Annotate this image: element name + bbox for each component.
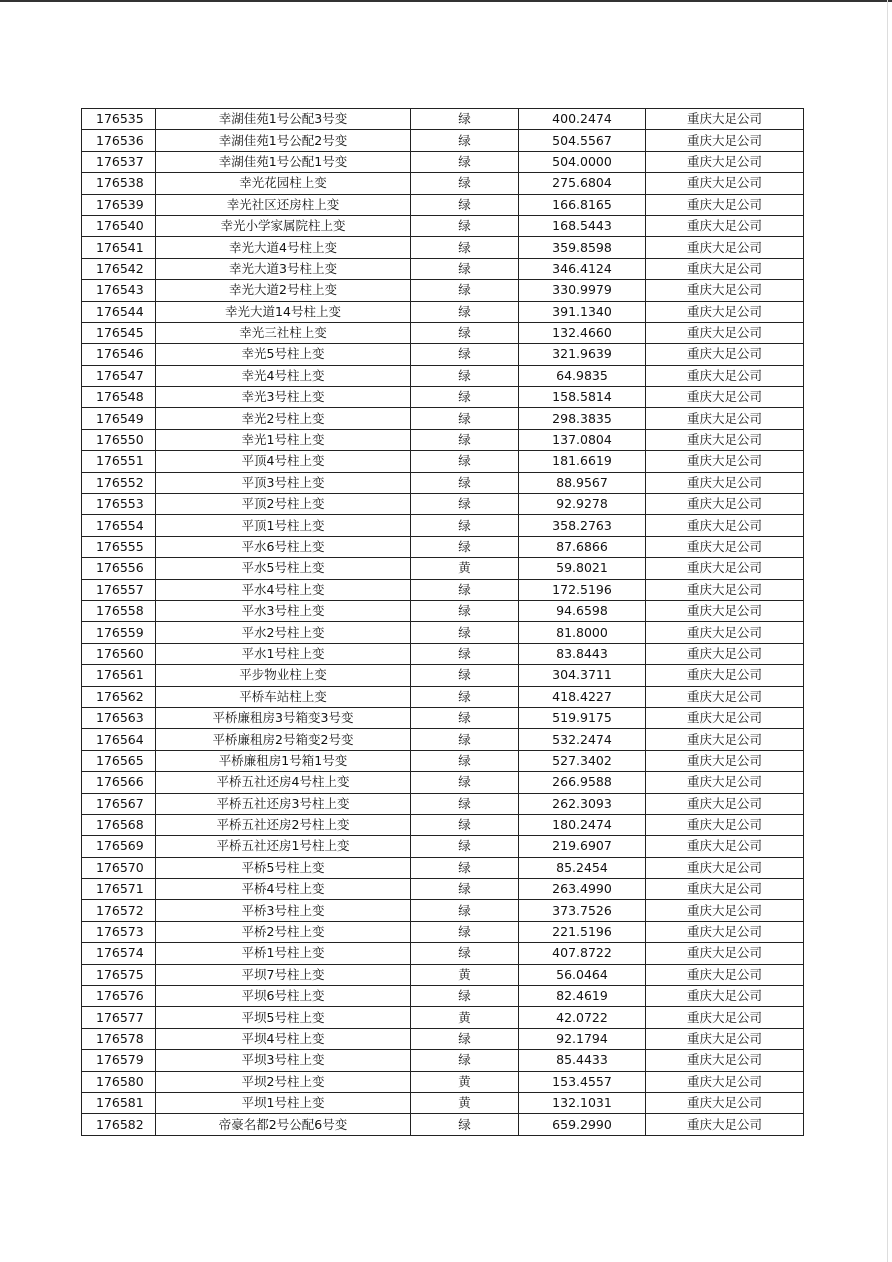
status-color-cell: 绿 [411,109,519,130]
status-color-cell: 绿 [411,814,519,835]
transformer-name-cell: 平坝6号柱上变 [156,986,411,1007]
row-id-cell: 176582 [82,1114,156,1135]
table-row [82,215,804,236]
transformer-name-cell: 平水3号柱上变 [156,600,411,621]
row-id-cell: 176572 [82,900,156,921]
row-id-cell: 176574 [82,943,156,964]
transformer-name-cell: 幸光花园柱上变 [156,173,411,194]
value-cell: 88.9567 [519,472,646,493]
table-row [82,109,804,130]
table-row [82,494,804,515]
transformer-name-cell: 平桥廉租房3号箱变3号变 [156,707,411,728]
company-cell: 重庆大足公司 [646,921,804,942]
table-row [82,579,804,600]
table-row [82,365,804,386]
company-cell: 重庆大足公司 [646,986,804,1007]
company-cell: 重庆大足公司 [646,301,804,322]
transformer-name-cell: 平桥2号柱上变 [156,921,411,942]
table-row [82,301,804,322]
company-cell: 重庆大足公司 [646,194,804,215]
status-color-cell: 绿 [411,130,519,151]
transformer-name-cell: 平水1号柱上变 [156,643,411,664]
status-color-cell: 绿 [411,643,519,664]
status-color-cell: 绿 [411,429,519,450]
company-cell: 重庆大足公司 [646,1092,804,1113]
status-color-cell: 绿 [411,408,519,429]
company-cell: 重庆大足公司 [646,536,804,557]
row-id-cell: 176570 [82,857,156,878]
value-cell: 418.4227 [519,686,646,707]
company-cell: 重庆大足公司 [646,429,804,450]
table-row [82,1007,804,1028]
status-color-cell: 绿 [411,258,519,279]
transformer-name-cell: 平桥4号柱上变 [156,879,411,900]
company-cell: 重庆大足公司 [646,836,804,857]
row-id-cell: 176545 [82,322,156,343]
company-cell: 重庆大足公司 [646,215,804,236]
table-row [82,814,804,835]
value-cell: 172.5196 [519,579,646,600]
row-id-cell: 176538 [82,173,156,194]
row-id-cell: 176553 [82,494,156,515]
row-id-cell: 176557 [82,579,156,600]
value-cell: 298.3835 [519,408,646,429]
value-cell: 181.6619 [519,451,646,472]
company-cell: 重庆大足公司 [646,814,804,835]
status-color-cell: 绿 [411,622,519,643]
page-top-border [0,0,892,2]
company-cell: 重庆大足公司 [646,173,804,194]
row-id-cell: 176547 [82,365,156,386]
table-row [82,451,804,472]
company-cell: 重庆大足公司 [646,707,804,728]
status-color-cell: 绿 [411,215,519,236]
status-color-cell: 绿 [411,1028,519,1049]
row-id-cell: 176568 [82,814,156,835]
company-cell: 重庆大足公司 [646,1028,804,1049]
transformer-name-cell: 平坝7号柱上变 [156,964,411,985]
status-color-cell: 绿 [411,943,519,964]
status-color-cell: 绿 [411,686,519,707]
table-row [82,322,804,343]
status-color-cell: 绿 [411,494,519,515]
value-cell: 132.1031 [519,1092,646,1113]
table-row [82,1092,804,1113]
table-row [82,729,804,750]
value-cell: 373.7526 [519,900,646,921]
company-cell: 重庆大足公司 [646,600,804,621]
company-cell: 重庆大足公司 [646,451,804,472]
transformer-name-cell: 平顶2号柱上变 [156,494,411,515]
value-cell: 59.8021 [519,558,646,579]
transformer-name-cell: 平坝3号柱上变 [156,1050,411,1071]
company-cell: 重庆大足公司 [646,750,804,771]
table-row [82,772,804,793]
transformer-name-cell: 幸光小学家属院柱上变 [156,215,411,236]
table-body [82,109,804,1136]
transformer-name-cell: 平顶1号柱上变 [156,515,411,536]
table-row [82,387,804,408]
status-color-cell: 黄 [411,1071,519,1092]
company-cell: 重庆大足公司 [646,151,804,172]
transformer-name-cell: 平桥五社还房1号柱上变 [156,836,411,857]
transformer-name-cell: 平桥廉租房1号箱1号变 [156,750,411,771]
row-id-cell: 176563 [82,707,156,728]
table-row [82,793,804,814]
transformer-name-cell: 幸湖佳苑1号公配3号变 [156,109,411,130]
status-color-cell: 绿 [411,280,519,301]
transformer-name-cell: 幸光大道3号柱上变 [156,258,411,279]
table-row [82,986,804,1007]
value-cell: 321.9639 [519,344,646,365]
company-cell: 重庆大足公司 [646,515,804,536]
company-cell: 重庆大足公司 [646,1050,804,1071]
row-id-cell: 176551 [82,451,156,472]
transformer-name-cell: 幸光4号柱上变 [156,365,411,386]
transformer-name-cell: 平水5号柱上变 [156,558,411,579]
transformer-name-cell: 幸光社区还房柱上变 [156,194,411,215]
status-color-cell: 绿 [411,1114,519,1135]
table-row [82,964,804,985]
company-cell: 重庆大足公司 [646,472,804,493]
status-color-cell: 绿 [411,836,519,857]
transformer-name-cell: 平步物业柱上变 [156,665,411,686]
transformer-name-cell: 平桥5号柱上变 [156,857,411,878]
table-row [82,472,804,493]
company-cell: 重庆大足公司 [646,1007,804,1028]
page-right-edge [887,0,888,1262]
status-color-cell: 绿 [411,322,519,343]
table-row [82,130,804,151]
row-id-cell: 176565 [82,750,156,771]
transformer-name-cell: 幸光5号柱上变 [156,344,411,365]
transformer-name-cell: 平水4号柱上变 [156,579,411,600]
value-cell: 275.6804 [519,173,646,194]
value-cell: 659.2990 [519,1114,646,1135]
table-row [82,879,804,900]
transformer-name-cell: 平坝5号柱上变 [156,1007,411,1028]
row-id-cell: 176564 [82,729,156,750]
company-cell: 重庆大足公司 [646,387,804,408]
company-cell: 重庆大足公司 [646,665,804,686]
table-row [82,1050,804,1071]
row-id-cell: 176580 [82,1071,156,1092]
status-color-cell: 绿 [411,1050,519,1071]
company-cell: 重庆大足公司 [646,344,804,365]
status-color-cell: 绿 [411,536,519,557]
table-row [82,750,804,771]
table-row [82,836,804,857]
row-id-cell: 176535 [82,109,156,130]
transformer-name-cell: 平桥五社还房4号柱上变 [156,772,411,793]
row-id-cell: 176571 [82,879,156,900]
table-row [82,921,804,942]
status-color-cell: 绿 [411,301,519,322]
transformer-name-cell: 幸光大道4号柱上变 [156,237,411,258]
company-cell: 重庆大足公司 [646,1114,804,1135]
company-cell: 重庆大足公司 [646,579,804,600]
value-cell: 180.2474 [519,814,646,835]
transformer-name-cell: 平顶3号柱上变 [156,472,411,493]
status-color-cell: 绿 [411,600,519,621]
value-cell: 137.0804 [519,429,646,450]
table-row [82,429,804,450]
row-id-cell: 176542 [82,258,156,279]
value-cell: 87.6866 [519,536,646,557]
company-cell: 重庆大足公司 [646,622,804,643]
status-color-cell: 绿 [411,729,519,750]
transformer-name-cell: 幸湖佳苑1号公配2号变 [156,130,411,151]
status-color-cell: 绿 [411,921,519,942]
transformer-name-cell: 帝豪名都2号公配6号变 [156,1114,411,1135]
row-id-cell: 176549 [82,408,156,429]
transformer-name-cell: 平桥3号柱上变 [156,900,411,921]
table-row [82,194,804,215]
company-cell: 重庆大足公司 [646,365,804,386]
status-color-cell: 绿 [411,515,519,536]
table-row [82,237,804,258]
table-row [82,686,804,707]
row-id-cell: 176554 [82,515,156,536]
value-cell: 42.0722 [519,1007,646,1028]
company-cell: 重庆大足公司 [646,857,804,878]
row-id-cell: 176579 [82,1050,156,1071]
row-id-cell: 176569 [82,836,156,857]
row-id-cell: 176537 [82,151,156,172]
status-color-cell: 绿 [411,857,519,878]
value-cell: 400.2474 [519,109,646,130]
status-color-cell: 绿 [411,750,519,771]
company-cell: 重庆大足公司 [646,686,804,707]
status-color-cell: 绿 [411,707,519,728]
table-row [82,408,804,429]
value-cell: 219.6907 [519,836,646,857]
transformer-name-cell: 平桥车站柱上变 [156,686,411,707]
status-color-cell: 绿 [411,173,519,194]
value-cell: 158.5814 [519,387,646,408]
status-color-cell: 黄 [411,964,519,985]
row-id-cell: 176561 [82,665,156,686]
company-cell: 重庆大足公司 [646,130,804,151]
value-cell: 504.5567 [519,130,646,151]
company-cell: 重庆大足公司 [646,964,804,985]
transformer-name-cell: 幸湖佳苑1号公配1号变 [156,151,411,172]
row-id-cell: 176540 [82,215,156,236]
value-cell: 391.1340 [519,301,646,322]
row-id-cell: 176575 [82,964,156,985]
transformer-name-cell: 平水6号柱上变 [156,536,411,557]
transformer-name-cell: 平桥廉租房2号箱变2号变 [156,729,411,750]
row-id-cell: 176566 [82,772,156,793]
row-id-cell: 176577 [82,1007,156,1028]
status-color-cell: 绿 [411,879,519,900]
row-id-cell: 176548 [82,387,156,408]
value-cell: 85.2454 [519,857,646,878]
transformer-name-cell: 幸光2号柱上变 [156,408,411,429]
transformer-name-cell: 幸光大道2号柱上变 [156,280,411,301]
table-row [82,173,804,194]
transformer-name-cell: 幸光1号柱上变 [156,429,411,450]
table-row [82,665,804,686]
transformer-name-cell: 幸光3号柱上变 [156,387,411,408]
table-row [82,280,804,301]
company-cell: 重庆大足公司 [646,237,804,258]
row-id-cell: 176576 [82,986,156,1007]
company-cell: 重庆大足公司 [646,322,804,343]
table-row [82,344,804,365]
company-cell: 重庆大足公司 [646,643,804,664]
transformer-name-cell: 平桥五社还房3号柱上变 [156,793,411,814]
status-color-cell: 绿 [411,472,519,493]
table-row [82,600,804,621]
value-cell: 85.4433 [519,1050,646,1071]
status-color-cell: 绿 [411,365,519,386]
value-cell: 527.3402 [519,750,646,771]
transformer-name-cell: 幸光三社柱上变 [156,322,411,343]
company-cell: 重庆大足公司 [646,1071,804,1092]
value-cell: 83.8443 [519,643,646,664]
value-cell: 532.2474 [519,729,646,750]
transformer-table [81,108,804,1136]
table-row [82,258,804,279]
value-cell: 166.8165 [519,194,646,215]
row-id-cell: 176567 [82,793,156,814]
value-cell: 56.0464 [519,964,646,985]
value-cell: 92.1794 [519,1028,646,1049]
row-id-cell: 176550 [82,429,156,450]
row-id-cell: 176559 [82,622,156,643]
company-cell: 重庆大足公司 [646,280,804,301]
table-row [82,536,804,557]
table-row [82,558,804,579]
status-color-cell: 黄 [411,1007,519,1028]
value-cell: 359.8598 [519,237,646,258]
table-row [82,943,804,964]
row-id-cell: 176536 [82,130,156,151]
status-color-cell: 绿 [411,194,519,215]
row-id-cell: 176558 [82,600,156,621]
status-color-cell: 绿 [411,151,519,172]
company-cell: 重庆大足公司 [646,109,804,130]
row-id-cell: 176556 [82,558,156,579]
company-cell: 重庆大足公司 [646,879,804,900]
company-cell: 重庆大足公司 [646,943,804,964]
status-color-cell: 绿 [411,387,519,408]
status-color-cell: 绿 [411,772,519,793]
value-cell: 168.5443 [519,215,646,236]
value-cell: 81.8000 [519,622,646,643]
company-cell: 重庆大足公司 [646,258,804,279]
table-row [82,622,804,643]
transformer-name-cell: 平桥1号柱上变 [156,943,411,964]
transformer-name-cell: 平坝1号柱上变 [156,1092,411,1113]
value-cell: 304.3711 [519,665,646,686]
row-id-cell: 176552 [82,472,156,493]
row-id-cell: 176544 [82,301,156,322]
table-row [82,643,804,664]
transformer-name-cell: 平顶4号柱上变 [156,451,411,472]
table-row [82,857,804,878]
company-cell: 重庆大足公司 [646,558,804,579]
value-cell: 221.5196 [519,921,646,942]
row-id-cell: 176543 [82,280,156,301]
company-cell: 重庆大足公司 [646,494,804,515]
transformer-name-cell: 平水2号柱上变 [156,622,411,643]
transformer-name-cell: 平桥五社还房2号柱上变 [156,814,411,835]
value-cell: 132.4660 [519,322,646,343]
value-cell: 82.4619 [519,986,646,1007]
row-id-cell: 176546 [82,344,156,365]
value-cell: 64.9835 [519,365,646,386]
table-row [82,151,804,172]
status-color-cell: 绿 [411,237,519,258]
status-color-cell: 绿 [411,900,519,921]
status-color-cell: 绿 [411,451,519,472]
value-cell: 346.4124 [519,258,646,279]
value-cell: 153.4557 [519,1071,646,1092]
company-cell: 重庆大足公司 [646,729,804,750]
table-row [82,1114,804,1135]
status-color-cell: 绿 [411,344,519,365]
status-color-cell: 黄 [411,1092,519,1113]
row-id-cell: 176560 [82,643,156,664]
status-color-cell: 黄 [411,558,519,579]
table-row [82,515,804,536]
row-id-cell: 176562 [82,686,156,707]
row-id-cell: 176581 [82,1092,156,1113]
row-id-cell: 176539 [82,194,156,215]
value-cell: 519.9175 [519,707,646,728]
status-color-cell: 绿 [411,986,519,1007]
transformer-name-cell: 幸光大道14号柱上变 [156,301,411,322]
value-cell: 266.9588 [519,772,646,793]
company-cell: 重庆大足公司 [646,900,804,921]
value-cell: 358.2763 [519,515,646,536]
company-cell: 重庆大足公司 [646,772,804,793]
table-row [82,707,804,728]
value-cell: 407.8722 [519,943,646,964]
value-cell: 330.9979 [519,280,646,301]
row-id-cell: 176578 [82,1028,156,1049]
value-cell: 92.9278 [519,494,646,515]
status-color-cell: 绿 [411,793,519,814]
table-row [82,900,804,921]
row-id-cell: 176555 [82,536,156,557]
company-cell: 重庆大足公司 [646,408,804,429]
value-cell: 262.3093 [519,793,646,814]
company-cell: 重庆大足公司 [646,793,804,814]
value-cell: 263.4990 [519,879,646,900]
transformer-name-cell: 平坝2号柱上变 [156,1071,411,1092]
value-cell: 94.6598 [519,600,646,621]
status-color-cell: 绿 [411,665,519,686]
value-cell: 504.0000 [519,151,646,172]
row-id-cell: 176573 [82,921,156,942]
table-row [82,1071,804,1092]
transformer-name-cell: 平坝4号柱上变 [156,1028,411,1049]
status-color-cell: 绿 [411,579,519,600]
table-row [82,1028,804,1049]
row-id-cell: 176541 [82,237,156,258]
